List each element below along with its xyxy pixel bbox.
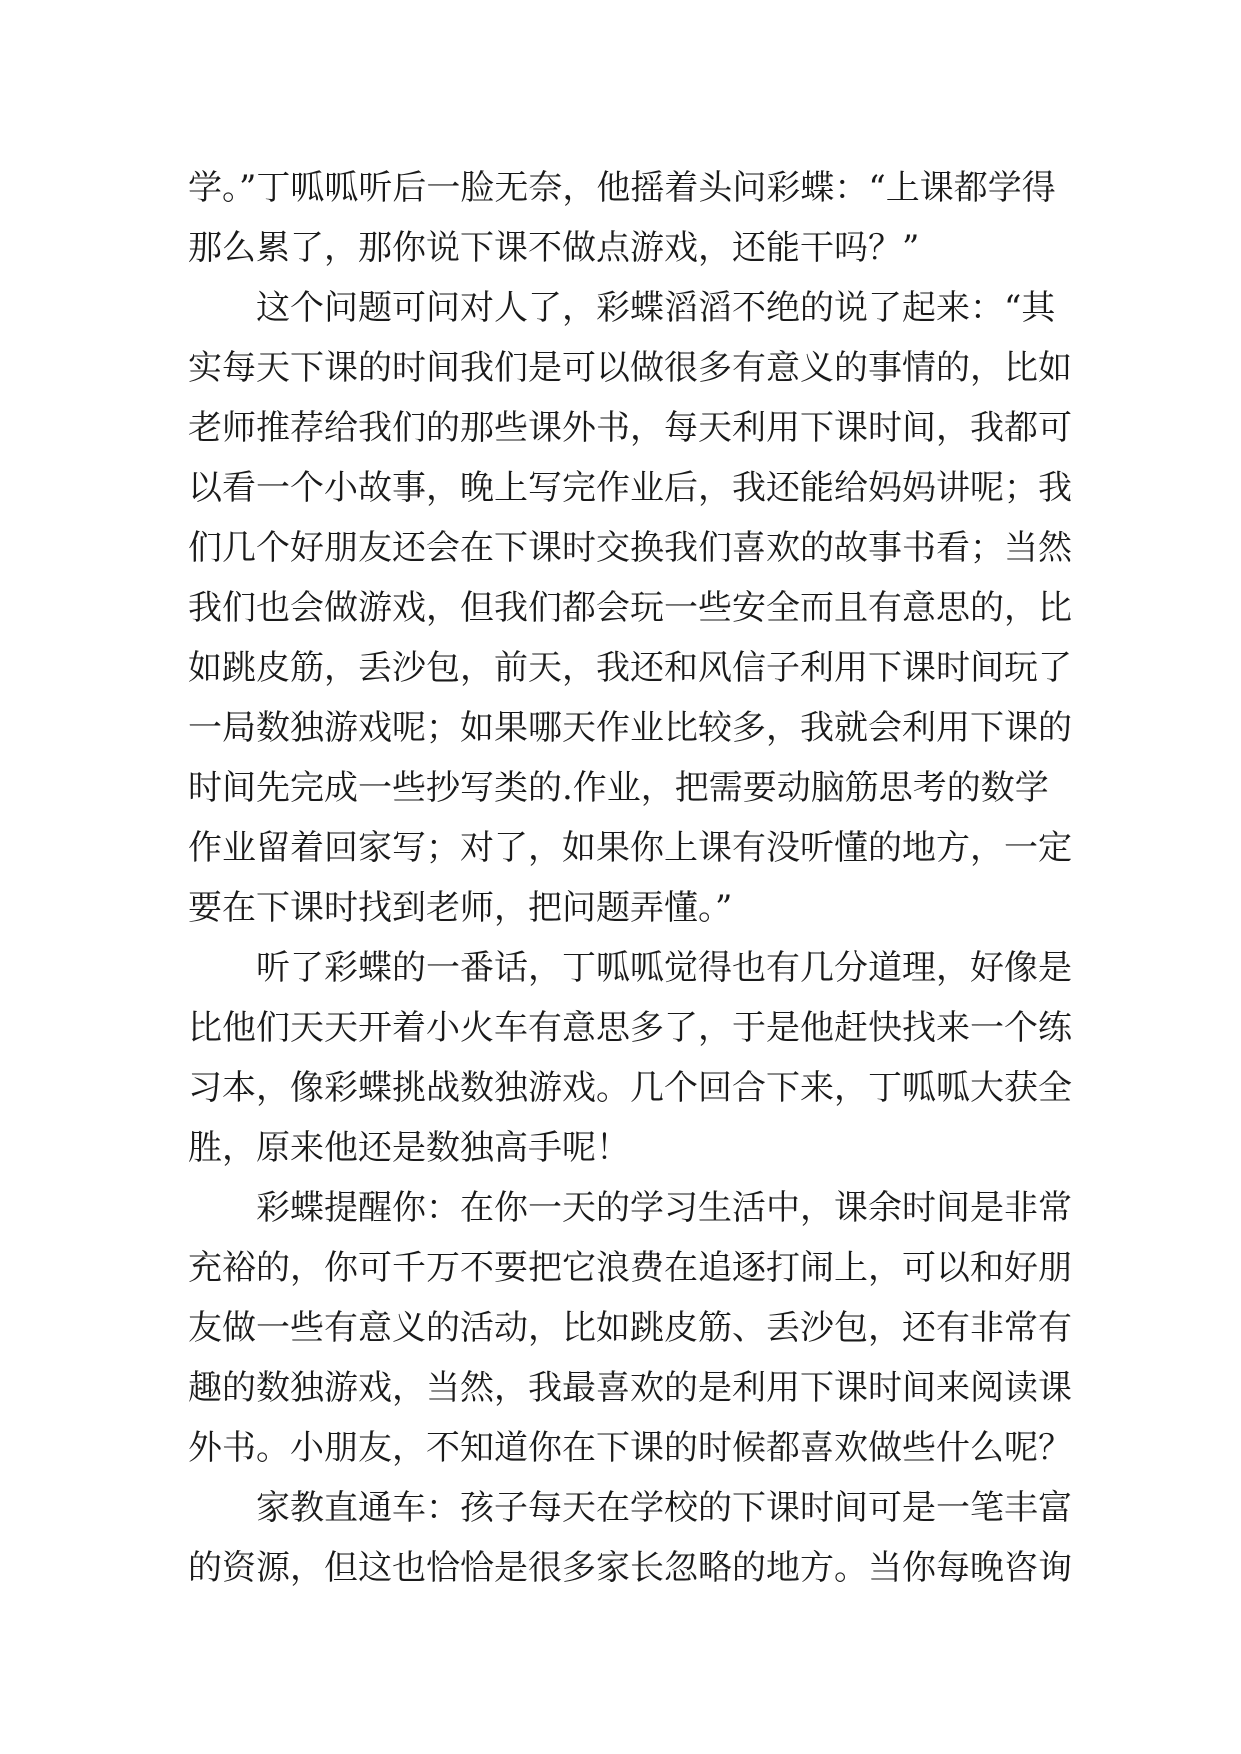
text-line: 的资源，但这也恰恰是很多家长忽略的地方。当你每晚咨询 bbox=[188, 1548, 1072, 1588]
text-line: 一局数独游戏呢；如果哪天作业比较多，我就会利用下课的 bbox=[188, 708, 1072, 748]
text-line: 们几个好朋友还会在下课时交换我们喜欢的故事书看；当然 bbox=[188, 528, 1072, 568]
text-line: 这个问题可问对人了，彩蝶滔滔不绝的说了起来：“其 bbox=[256, 288, 1056, 328]
text-line: 友做一些有意义的活动，比如跳皮筋、丢沙包，还有非常有 bbox=[188, 1308, 1072, 1348]
text-line: 时间先完成一些抄写类的.作业，把需要动脑筋思考的数学 bbox=[188, 768, 1049, 808]
text-line: 习本，像彩蝶挑战数独游戏。几个回合下来，丁呱呱大获全 bbox=[188, 1068, 1072, 1108]
text-line: 彩蝶提醒你：在你一天的学习生活中，课余时间是非常 bbox=[256, 1188, 1072, 1228]
text-line: 我们也会做游戏，但我们都会玩一些安全而且有意思的，比 bbox=[188, 588, 1072, 628]
text-line: 充裕的，你可千万不要把它浪费在追逐打闹上，可以和好朋 bbox=[188, 1248, 1072, 1288]
text-line: 家教直通车：孩子每天在学校的下课时间可是一笔丰富 bbox=[256, 1488, 1072, 1528]
text-line: 实每天下课的时间我们是可以做很多有意义的事情的，比如 bbox=[188, 348, 1072, 388]
text-line: 以看一个小故事，晚上写完作业后，我还能给妈妈讲呢；我 bbox=[188, 468, 1072, 508]
text-line: 作业留着回家写；对了，如果你上课有没听懂的地方，一定 bbox=[188, 828, 1072, 868]
text-line: 趣的数独游戏，当然，我最喜欢的是利用下课时间来阅读课 bbox=[188, 1368, 1072, 1408]
text-line: 胜，原来他还是数独高手呢！ bbox=[188, 1128, 630, 1168]
text-line: 学。”丁呱呱听后一脸无奈，他摇着头问彩蝶：“上课都学得 bbox=[188, 168, 1056, 208]
text-line: 那么累了，那你说下课不做点游戏，还能干吗？” bbox=[188, 228, 920, 268]
document-body bbox=[188, 158, 1072, 1598]
text-line: 比他们天天开着小火车有意思多了，于是他赶快找来一个练 bbox=[188, 1008, 1072, 1048]
text-line: 如跳皮筋，丢沙包，前天，我还和风信子利用下课时间玩了 bbox=[188, 648, 1072, 688]
text-line: 要在下课时找到老师，把问题弄懂。” bbox=[188, 888, 733, 928]
text-line: 听了彩蝶的一番话，丁呱呱觉得也有几分道理，好像是 bbox=[256, 948, 1072, 988]
text-line: 老师推荐给我们的那些课外书，每天利用下课时间，我都可 bbox=[188, 408, 1072, 448]
text-line: 外书。小朋友，不知道你在下课的时候都喜欢做些什么呢？ bbox=[188, 1428, 1072, 1468]
